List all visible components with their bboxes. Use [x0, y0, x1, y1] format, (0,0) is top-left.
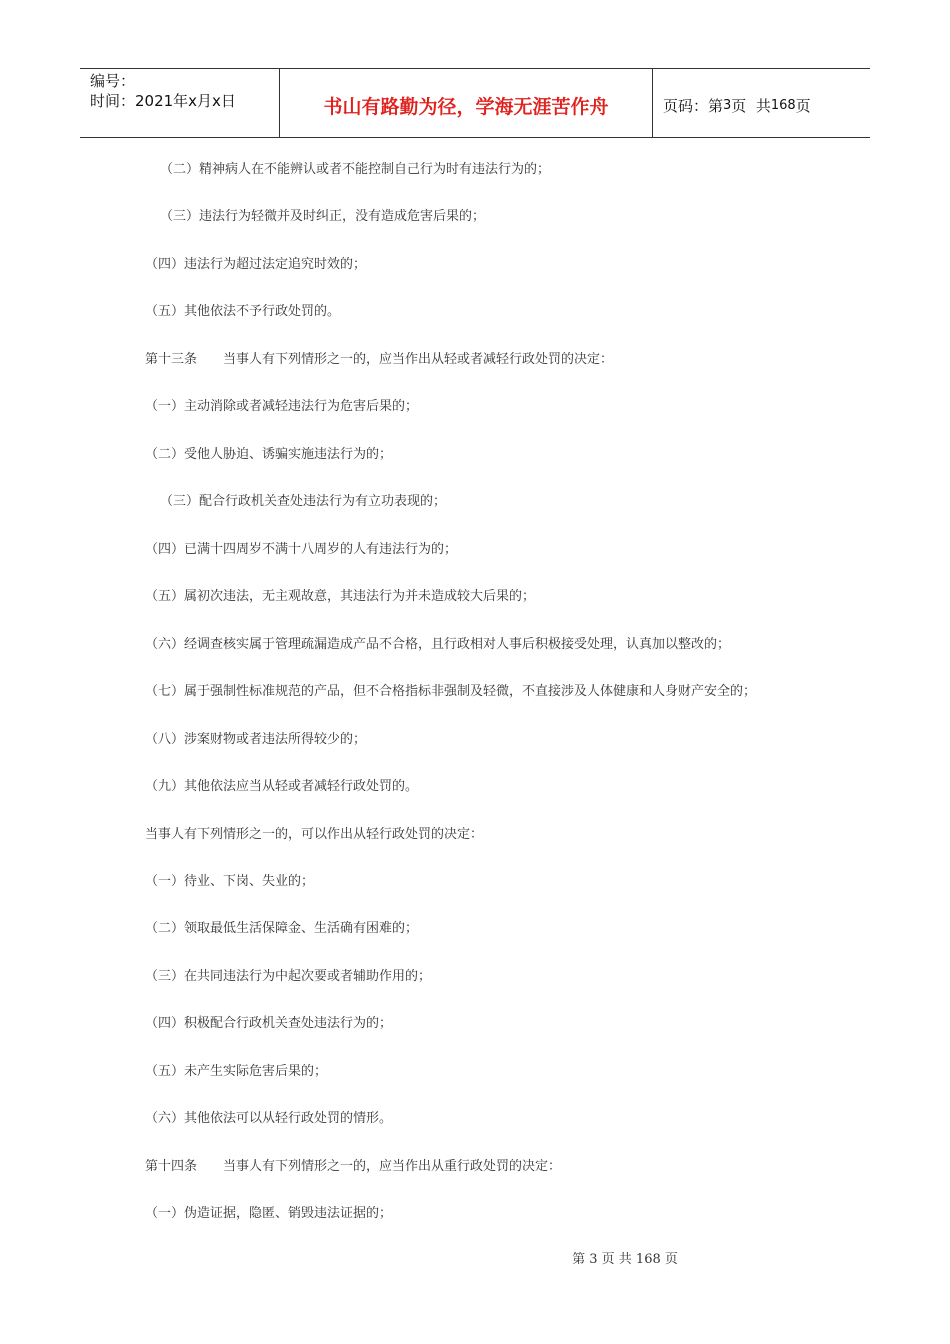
- header-meta: [80, 69, 280, 137]
- page-prefix: 页码：第: [663, 96, 724, 115]
- paragraph: （四）已满十四周岁不满十八周岁的人有违法行为的；: [145, 542, 458, 557]
- paragraph: （三）在共同违法行为中起次要或者辅助作用的；: [145, 969, 432, 984]
- header-motto: 书山有路勤为径，学海无涯苦作舟: [280, 69, 653, 137]
- paragraph: （四）积极配合行政机关查处违法行为的；: [145, 1016, 393, 1031]
- paragraph: （三）违法行为轻微并及时纠正，没有造成危害后果的；: [160, 209, 486, 224]
- paragraph: （六）其他依法可以从轻行政处罚的情形。: [145, 1111, 393, 1126]
- page-current: 3: [723, 97, 732, 113]
- paragraph: （五）属初次违法，无主观故意，其违法行为并未造成较大后果的；: [145, 589, 536, 604]
- paragraph: （二）精神病人在不能辨认或者不能控制自己行为时有违法行为的；: [160, 162, 551, 177]
- page-mid: 页 共: [731, 96, 771, 115]
- footer-page-number: 第 3 页 共 168 页: [572, 1252, 678, 1267]
- paragraph: （一）待业、下岗、失业的；: [145, 874, 315, 889]
- paragraph: 第十三条 当事人有下列情形之一的，应当作出从轻或者减轻行政处罚的决定：: [145, 352, 614, 367]
- paragraph: （八）涉案财物或者违法所得较少的；: [145, 732, 367, 747]
- paragraph: （一）主动消除或者减轻违法行为危害后果的；: [145, 399, 419, 414]
- paragraph: （五）未产生实际危害后果的；: [145, 1064, 328, 1079]
- paragraph: （三）配合行政机关查处违法行为有立功表现的；: [160, 494, 447, 509]
- document-number-label: 编号：: [90, 72, 136, 90]
- page-header: [80, 68, 870, 138]
- paragraph: （七）属于强制性标准规范的产品，但不合格指标非强制及轻微，不直接涉及人体健康和人身财产安全的；: [145, 684, 757, 699]
- paragraph: （六）经调查核实属于管理疏漏造成产品不合格，且行政相对人事后积极接受处理，认真加以整改的；: [145, 637, 731, 652]
- paragraph: （九）其他依法应当从轻或者减轻行政处罚的。: [145, 779, 419, 794]
- paragraph: （二）领取最低生活保障金、生活确有困难的；: [145, 921, 419, 936]
- document-date: 时间：2021年x月x日: [90, 92, 236, 110]
- paragraph: （五）其他依法不予行政处罚的。: [145, 304, 341, 319]
- page-total: 168: [770, 97, 796, 113]
- paragraph: 第十四条 当事人有下列情形之一的，应当作出从重行政处罚的决定：: [145, 1159, 562, 1174]
- page-suffix: 页: [795, 96, 811, 115]
- header-page-info: [653, 69, 870, 137]
- page-footer: [0, 1248, 950, 1267]
- paragraph: （一）伪造证据，隐匿、销毁违法证据的；: [145, 1206, 393, 1221]
- paragraph: 当事人有下列情形之一的，可以作出从轻行政处罚的决定：: [145, 827, 484, 842]
- paragraph: （四）违法行为超过法定追究时效的；: [145, 257, 367, 272]
- paragraph: （二）受他人胁迫、诱骗实施违法行为的；: [145, 447, 393, 462]
